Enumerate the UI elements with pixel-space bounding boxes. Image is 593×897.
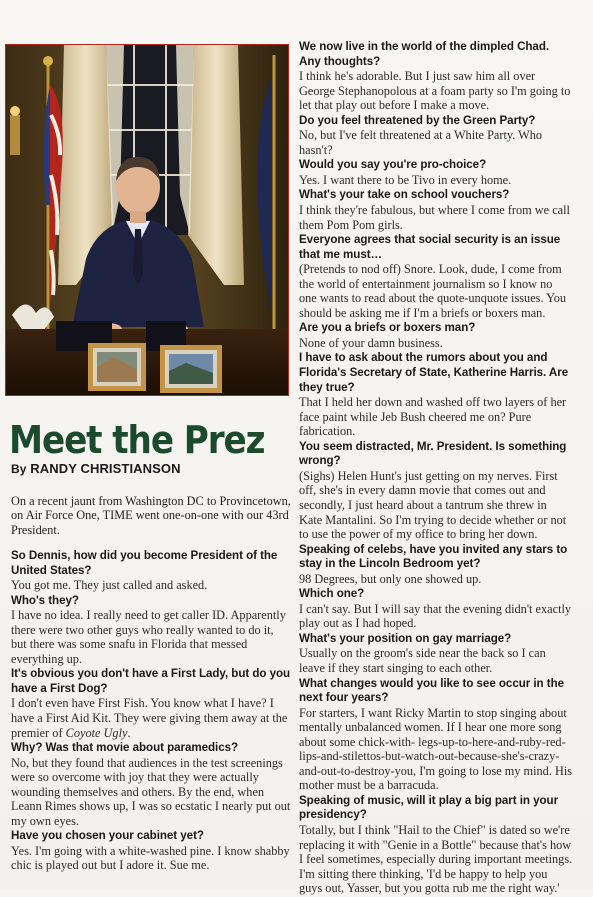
answer bbox=[11, 696, 291, 740]
question: Are you a briefs or boxers man? bbox=[299, 321, 476, 335]
question: Would you say you're pro-choice? bbox=[299, 158, 487, 172]
answer: No, but they found that audiences in the test screenings were so overcome with joy that they were actually wounding themselves and others. By the end, when Leann Rimes shows up, I was so ecstatic I nearly put out my own eyes. bbox=[11, 755, 291, 828]
answer: You got me. They just called and asked. bbox=[11, 578, 208, 593]
answer: I have no idea. I really need to get caller ID. Apparently there were two other guys who really wanted to do it, but there was some snafu in Florida that messed everything up. bbox=[11, 608, 286, 666]
answer: That I held her down and washed off two layers of her face paint while Jeb Bush cheered me on? Pure fabrication. bbox=[299, 395, 567, 439]
answer: I think he's adorable. But I just saw him all over George Stephanopolous at a foam party so I'm going to let that play out before I make a move. bbox=[299, 69, 571, 113]
answer: Yes. I want there to be Tivo in every home. bbox=[299, 172, 512, 187]
left-column bbox=[11, 549, 291, 874]
question: Speaking of music, will it play a big part in your presidency? bbox=[299, 793, 559, 822]
article-intro: On a recent jaunt from Washington DC to Provincetown, on Air Force One, TIME went one-on-one with our 43rd President. bbox=[11, 494, 291, 537]
article-headline: Meet the Prez bbox=[9, 418, 265, 462]
article-byline bbox=[11, 461, 291, 476]
answer: 98 Degrees, but only one showed up. bbox=[299, 571, 482, 586]
question: Speaking of celebs, have you invited any stars to stay in the Lincoln Bedroom yet? bbox=[299, 542, 568, 571]
byline-prefix: By bbox=[11, 462, 27, 476]
question: Who's they? bbox=[11, 593, 79, 607]
question: What changes would you like to see occur in the next four years? bbox=[299, 676, 564, 705]
answer: For starters, I want Ricky Martin to stop singing about mentally unbalanced women. If I hear one more song about some chick-with- legs-up-to-here-and-ruby-red-lips-and-stilettos-but-watch-out-because-she's-crazy-and-out-to-destroy-you, I'm going to lose my mind. His mother must be a barracuda. bbox=[299, 705, 573, 793]
byline-author: RANDY CHRISTIANSON bbox=[30, 461, 181, 476]
question: It's obvious you don't have a First Lady, but do you have a First Dog? bbox=[11, 667, 291, 695]
answer: (Sighs) Helen Hunt's just getting on my nerves. First off, she's in every damn movie that comes out and secondly, I just heard about a tantrum she threw in Kate Mantalini. So I'm trying to decide whether or not to use the power of my office to bring her down. bbox=[299, 468, 567, 542]
question: So Dennis, how did you become President of the United States? bbox=[11, 549, 278, 577]
question: Everyone agrees that social security is an issue that me must… bbox=[299, 233, 561, 261]
president-portrait-illustration bbox=[6, 45, 288, 395]
answer: Yes. I'm going with a white-washed pine. I know shabby chic is played out but I adore it. Sue me. bbox=[11, 843, 290, 873]
question: Which one? bbox=[299, 587, 365, 601]
answer-end: . bbox=[127, 725, 131, 740]
answer: None of your damn business. bbox=[299, 335, 443, 350]
answer: I can't say. But I will say that the evening didn't exactly play out as I had hoped. bbox=[299, 601, 572, 631]
movie-title: Coyote Ugly bbox=[65, 725, 128, 740]
answer: Totally, but I think "Hail to the Chief" is dated so we're replacing it with "Genie in a Bottle" because that's how I feel sometimes, especially during important meetings. I'm sitting there thinking, 'I'd be happy to help you guys out, Yasser, but you gotta rub me the right way.' bbox=[299, 822, 573, 896]
oval-office-photo bbox=[5, 44, 289, 396]
answer: (Pretends to nod off) Snore. Look, dude, I come from the world of entertainment journalism so I know no one wants to read about the quote-unquote issues. You should be asking me if I'm a briefs or boxers man. bbox=[299, 262, 567, 320]
answer: I think they're fabulous, but where I come from we call them Pom Pom girls. bbox=[299, 203, 570, 232]
question: Have you chosen your cabinet yet? bbox=[11, 829, 204, 843]
question: You seem distracted, Mr. President. Is something wrong? bbox=[299, 439, 567, 468]
answer-text: I don't even have First Fish. You know what I have? I have a First Aid Kit. They were giving them away at the premier of bbox=[11, 696, 288, 740]
question: Do you feel threatened by the Green Party? bbox=[299, 113, 536, 127]
answer: Usually on the groom's side near the back so I can leave if they start singing to each other. bbox=[299, 646, 546, 675]
right-column bbox=[299, 40, 573, 897]
question: I have to ask about the rumors about you and Florida's Secretary of State, Katherine Harris. Are they true? bbox=[299, 351, 569, 394]
question: What's your position on gay marriage? bbox=[299, 631, 512, 645]
question: We now live in the world of the dimpled Chad. Any thoughts? bbox=[299, 40, 550, 68]
question: What's your take on school vouchers? bbox=[299, 188, 510, 202]
answer: No, but I've felt threatened at a White Party. Who hasn't? bbox=[299, 128, 543, 157]
question: Why? Was that movie about paramedics? bbox=[11, 741, 239, 755]
